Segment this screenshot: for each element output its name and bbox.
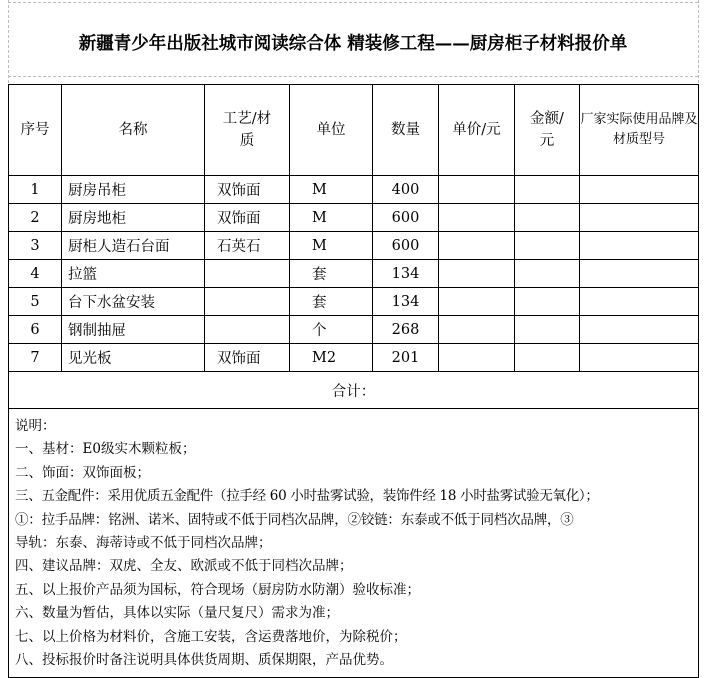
cell-amount[interactable] <box>515 204 580 232</box>
cell-name: 厨房地柜 <box>62 204 205 232</box>
cell-unit-price[interactable] <box>439 176 515 204</box>
cell-brand[interactable] <box>580 260 699 288</box>
cell-craft: 双饰面 <box>205 204 290 232</box>
header-amount: 金额/元 <box>515 85 580 176</box>
header-index: 序号 <box>9 85 62 176</box>
table-row <box>9 232 699 260</box>
cell-unit-price[interactable] <box>439 344 515 372</box>
cell-amount[interactable] <box>515 232 580 260</box>
notes-row <box>9 409 699 678</box>
note-line: 三、五金配件：采用优质五金配件（拉手经 60 小时盐雾试验，装饰件经 18 小时盐雾试验无氧化）； <box>15 488 599 505</box>
notes-heading: 说明： <box>15 418 56 434</box>
total-label[interactable]: 合计： <box>9 372 699 409</box>
header-unit: 单位 <box>290 85 373 176</box>
note-line: 六、数量为暂估，具体以实际（量尺复尺）需求为准； <box>15 605 339 622</box>
note-line: 四、建议品牌：双虎、全友、欧派或不低于同档次品牌； <box>15 558 353 575</box>
cell-unit: M <box>290 176 373 204</box>
cell-index: 4 <box>9 260 62 288</box>
cell-quantity: 600 <box>373 232 439 260</box>
cell-amount[interactable] <box>515 176 580 204</box>
note-line: 二、饰面：双饰面板； <box>15 464 150 481</box>
cell-craft: 石英石 <box>205 232 290 260</box>
note-line: ①：拉手品牌：铭洲、诺米、固特或不低于同档次品牌，②铰链：东泰或不低于同档次品牌，③ <box>15 511 574 528</box>
header-row <box>9 85 699 176</box>
cell-unit: M2 <box>290 344 373 372</box>
cell-amount[interactable] <box>515 260 580 288</box>
cell-brand[interactable] <box>580 232 699 260</box>
cell-quantity: 134 <box>373 288 439 316</box>
cell-unit: 个 <box>290 316 373 344</box>
header-quantity: 数量 <box>373 85 439 176</box>
header-craft: 工艺/材质 <box>205 85 290 176</box>
table-row <box>9 260 699 288</box>
cell-unit: M <box>290 232 373 260</box>
cell-quantity: 268 <box>373 316 439 344</box>
cell-index: 6 <box>9 316 62 344</box>
grid-line <box>8 76 698 77</box>
cell-unit-price[interactable] <box>439 204 515 232</box>
note-line: 一、基材：E0级实木颗粒板； <box>15 441 196 458</box>
cell-craft <box>205 288 290 316</box>
cell-unit: M <box>290 204 373 232</box>
cell-name: 台下水盆安装 <box>62 288 205 316</box>
cell-name: 拉篮 <box>62 260 205 288</box>
table-row <box>9 288 699 316</box>
cell-name: 厨柜人造石台面 <box>62 232 205 260</box>
cell-index: 2 <box>9 204 62 232</box>
cell-craft: 双饰面 <box>205 344 290 372</box>
cell-amount[interactable] <box>515 288 580 316</box>
cell-unit: 套 <box>290 288 373 316</box>
cell-unit-price[interactable] <box>439 288 515 316</box>
header-brand: 厂家实际使用品牌及材质型号 <box>580 85 699 176</box>
cell-quantity: 400 <box>373 176 439 204</box>
total-row <box>9 372 699 409</box>
note-line: 五、以上报价产品须为国标，符合现场（厨房防水防潮）验收标准； <box>15 581 420 598</box>
cell-name: 见光板 <box>62 344 205 372</box>
note-line: 八、投标报价时备注说明具体供货周期、质保期限，产品优势。 <box>15 652 393 669</box>
cell-unit: 套 <box>290 260 373 288</box>
header-unit-price: 单价/元 <box>439 85 515 176</box>
notes-block <box>9 409 699 678</box>
note-line: 七、以上价格为材料价，含施工安装，含运费落地价，为除税价； <box>15 628 407 645</box>
document-title: 新疆青少年出版社城市阅读综合体 精装修工程——厨房柜子材料报价单 <box>78 34 628 54</box>
grid-line <box>8 2 698 3</box>
note-line: 导轨：东泰、海蒂诗或不低于同档次品牌； <box>15 535 272 552</box>
table-row <box>9 204 699 232</box>
table-row <box>9 176 699 204</box>
cell-brand[interactable] <box>580 316 699 344</box>
cell-amount[interactable] <box>515 316 580 344</box>
cell-craft: 双饰面 <box>205 176 290 204</box>
cell-brand[interactable] <box>580 204 699 232</box>
cell-brand[interactable] <box>580 176 699 204</box>
cell-unit-price[interactable] <box>439 260 515 288</box>
cell-brand[interactable] <box>580 288 699 316</box>
cell-index: 7 <box>9 344 62 372</box>
cell-craft <box>205 260 290 288</box>
cell-name: 厨房吊柜 <box>62 176 205 204</box>
quote-table <box>8 84 699 678</box>
cell-amount[interactable] <box>515 344 580 372</box>
cell-craft <box>205 316 290 344</box>
cell-name: 钢制抽屉 <box>62 316 205 344</box>
cell-brand[interactable] <box>580 344 699 372</box>
cell-quantity: 600 <box>373 204 439 232</box>
cell-index: 3 <box>9 232 62 260</box>
cell-index: 5 <box>9 288 62 316</box>
table-row <box>9 316 699 344</box>
cell-unit-price[interactable] <box>439 316 515 344</box>
cell-unit-price[interactable] <box>439 232 515 260</box>
table-row <box>9 344 699 372</box>
cell-quantity: 134 <box>373 260 439 288</box>
cell-quantity: 201 <box>373 344 439 372</box>
header-name: 名称 <box>62 85 205 176</box>
cell-index: 1 <box>9 176 62 204</box>
